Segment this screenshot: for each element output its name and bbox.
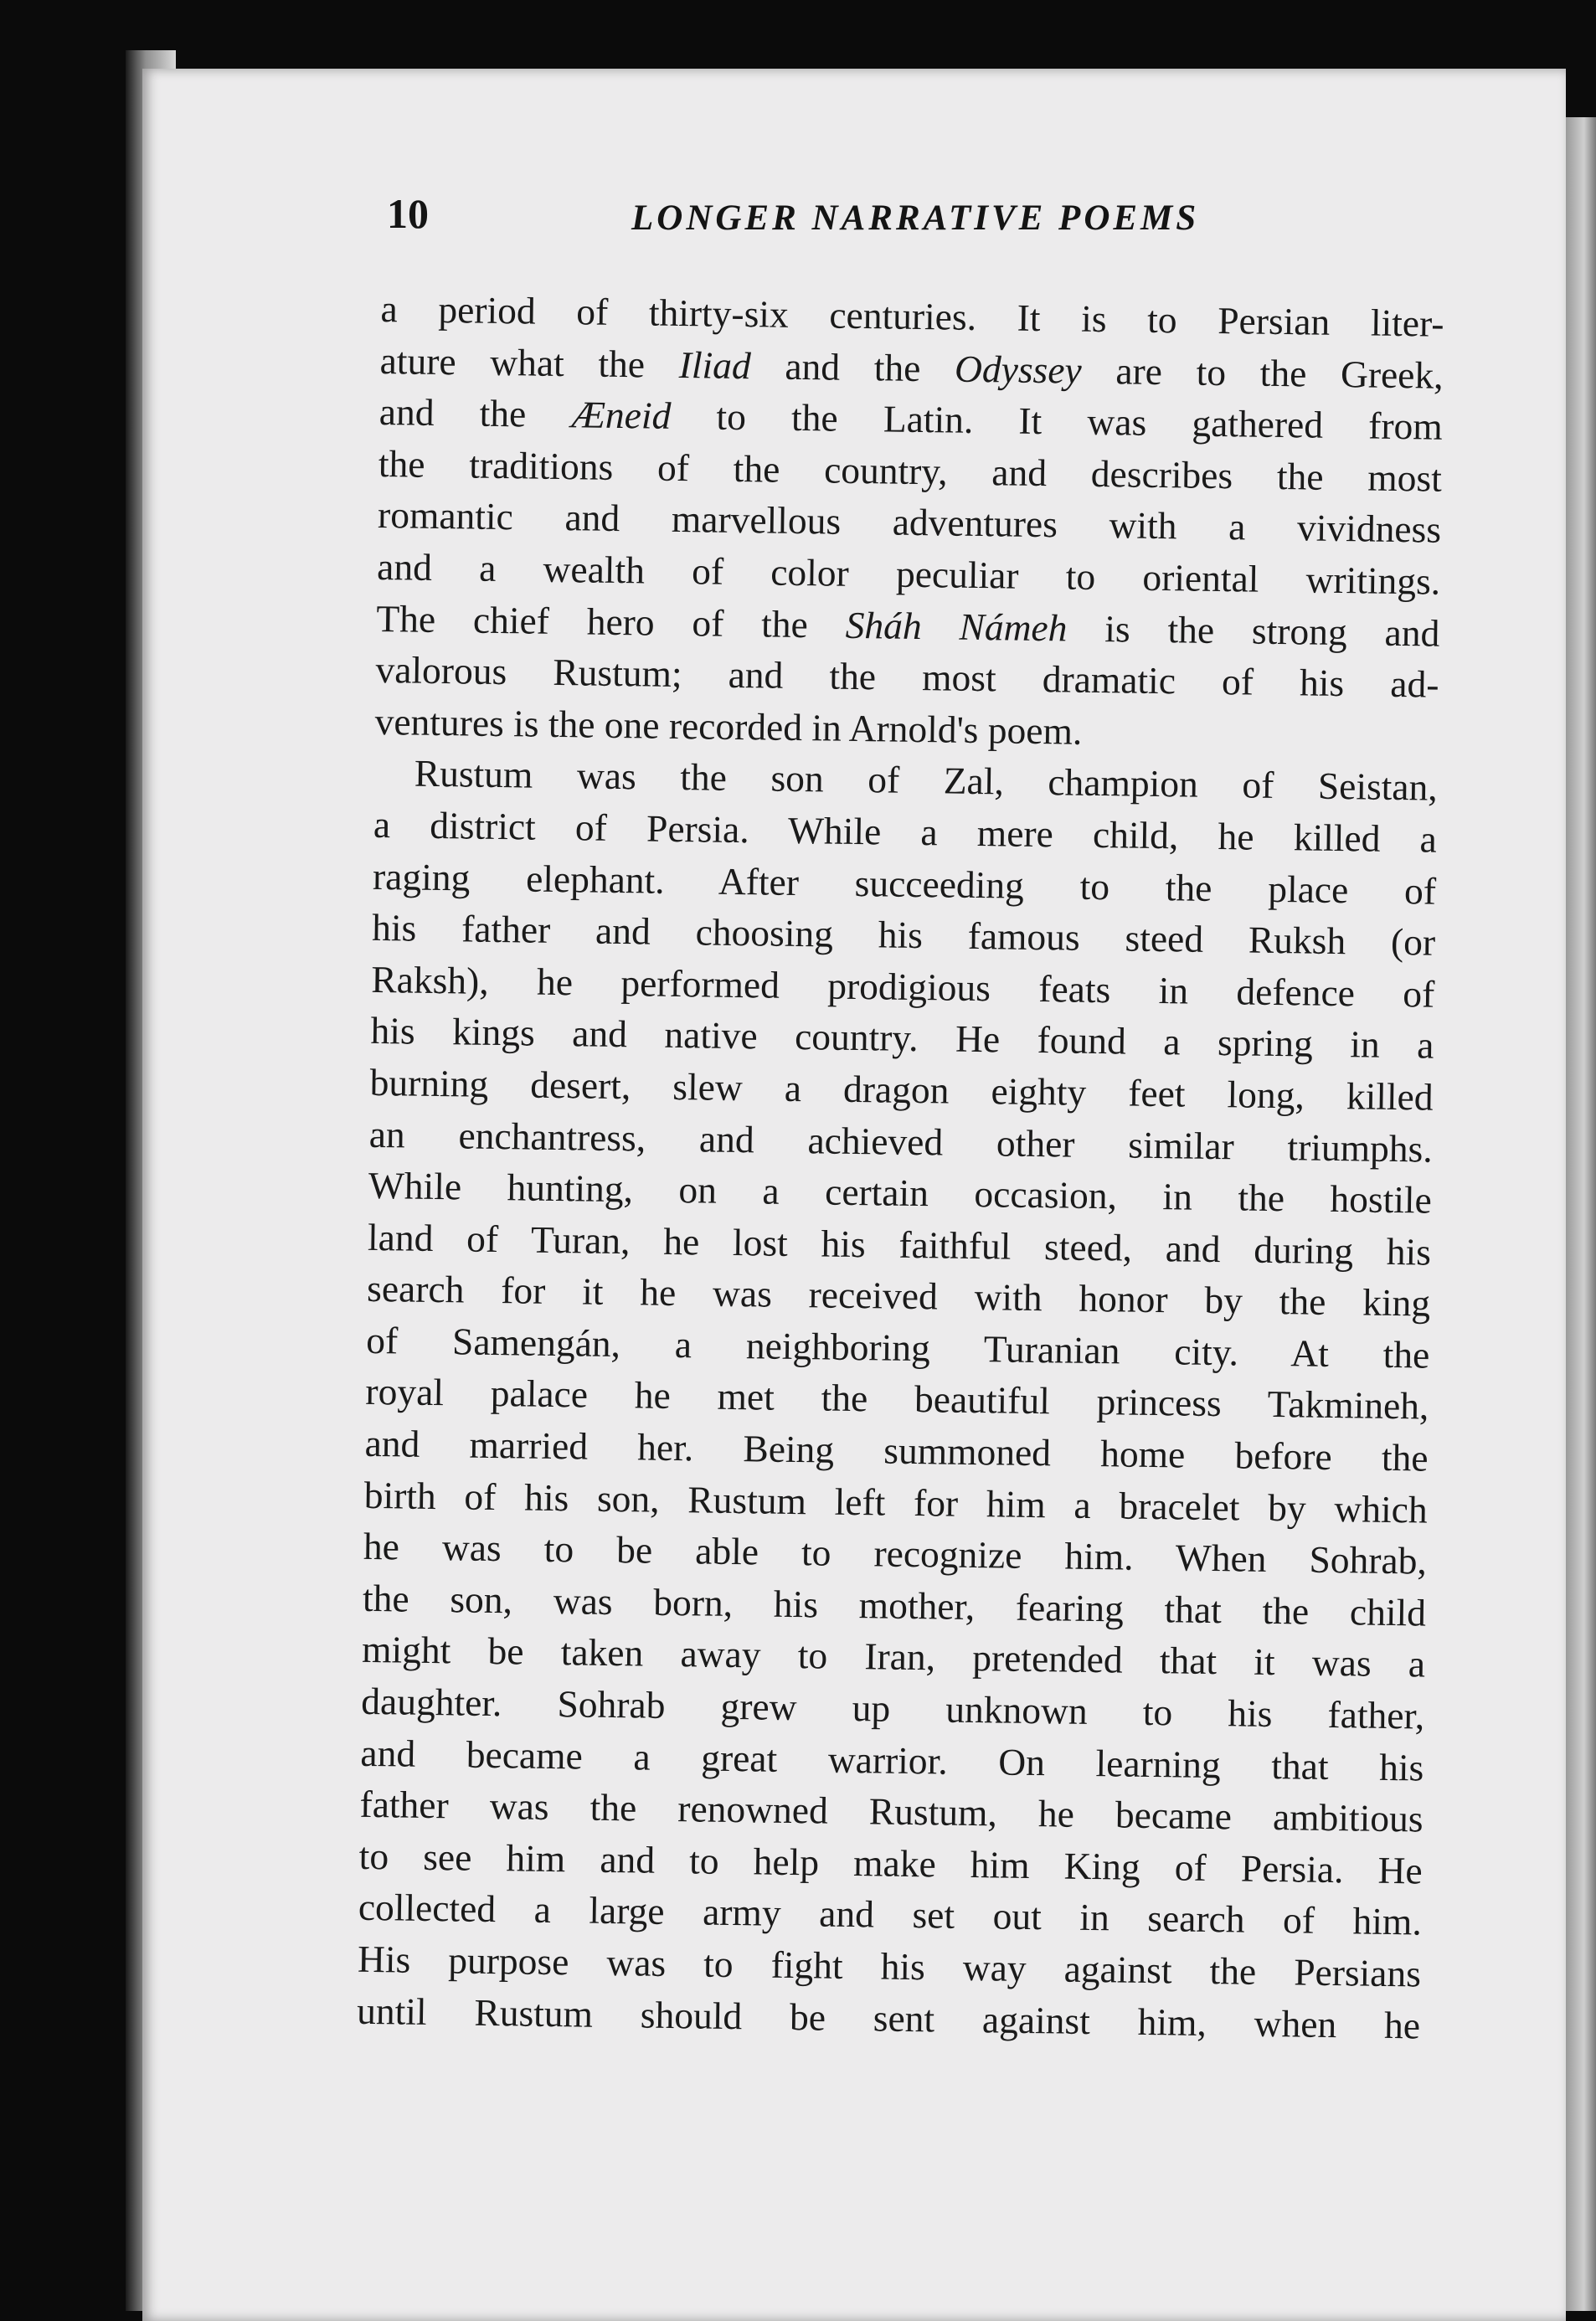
text-line: His purpose was to fight his way against the Persians [357,1937,1422,1995]
text-line: the traditions of the country, and describes the most [378,441,1443,500]
text-line: and a wealth of color peculiar to oriental writings. [376,544,1441,603]
text-line: birth of his son, Rustum left for him a bracelet by which [363,1473,1429,1531]
text-line: his father and choosing his famous steed Ruksh (or [371,906,1436,964]
text-line: Raksh), he performed prodigious feats in defence of [371,957,1435,1016]
text-run: The chief hero of the [376,596,847,646]
text-line: and married her. Being summoned home before the [364,1421,1429,1480]
text-line: burning desert, slew a dragon eighty feet long, killed [369,1060,1434,1119]
text-line: While hunting, on a certain occasion, in the hostile [368,1163,1433,1222]
text-line: daughter. Sohrab grew up unknown to his father, [360,1679,1425,1737]
scan-right-edge [1566,117,1596,2311]
running-title: LONGER NARRATIVE POEMS [631,198,1200,238]
running-head [387,186,1241,244]
text-line: royal palace he met the beautiful princess Takmineh, [365,1370,1429,1428]
text-run: are to the Greek, [1081,348,1444,397]
text-line: to see him and to help make him King of Persia. He [358,1834,1424,1892]
text-line: of Samengán, a neighboring Turanian city. At the [366,1318,1430,1377]
text-line: his kings and native country. He found a spring in a [370,1009,1434,1067]
title-aeneid: Æneid [571,393,672,438]
text-line: he was to be able to recognize him. When Sohrab, [363,1525,1428,1582]
text-line: ventures is the one recorded in Arnold's poem. [374,699,1083,753]
text-line: valorous Rustum; and the most dramatic of his ad- [375,648,1439,706]
text-line: Rustum was the son of Zal, champion of Seistan, [414,751,1439,810]
text-line: collected a large army and set out in search of him. [358,1886,1423,1943]
text-line: search for it he was received with honor by the king [366,1267,1431,1325]
title-iliad: Iliad [678,342,752,387]
text-line: land of Turan, he lost his faithful steed, and during his [367,1215,1432,1274]
text-line: might be taken away to Iran, pretended that it was a [361,1628,1426,1686]
body-text [357,283,1444,2051]
text-run: ature what the [379,338,680,386]
text-line: and became a great warrior. On learning that his [360,1731,1424,1789]
text-run: is the strong and [1067,606,1440,655]
text-line: until Rustum should be sent against him, when he [356,1989,1421,2047]
title-shah-nameh: Sháh Námeh [845,603,1068,650]
text-line: raging elephant. After succeeding to the place of [372,854,1437,913]
page-number: 10 [387,190,429,237]
text-run: and the [750,343,955,390]
title-odyssey: Odyssey [954,347,1083,392]
text-line: father was the renowned Rustum, he became ambitious [359,1783,1424,1840]
text-line: the son, was born, his mother, fearing that the child [362,1576,1427,1634]
text-run: to the Latin. It was gathered from [670,394,1444,448]
text-run: and the [378,390,572,436]
text-line: an enchantress, and achieved other similar triumphs. [368,1112,1434,1171]
text-line: a period of thirty-six centuries. It is to Persian liter- [380,286,1444,345]
text-line: a district of Persia. While a mere child, he killed a [373,802,1438,861]
text-line: romantic and marvellous adventures with a vividness [377,493,1442,552]
